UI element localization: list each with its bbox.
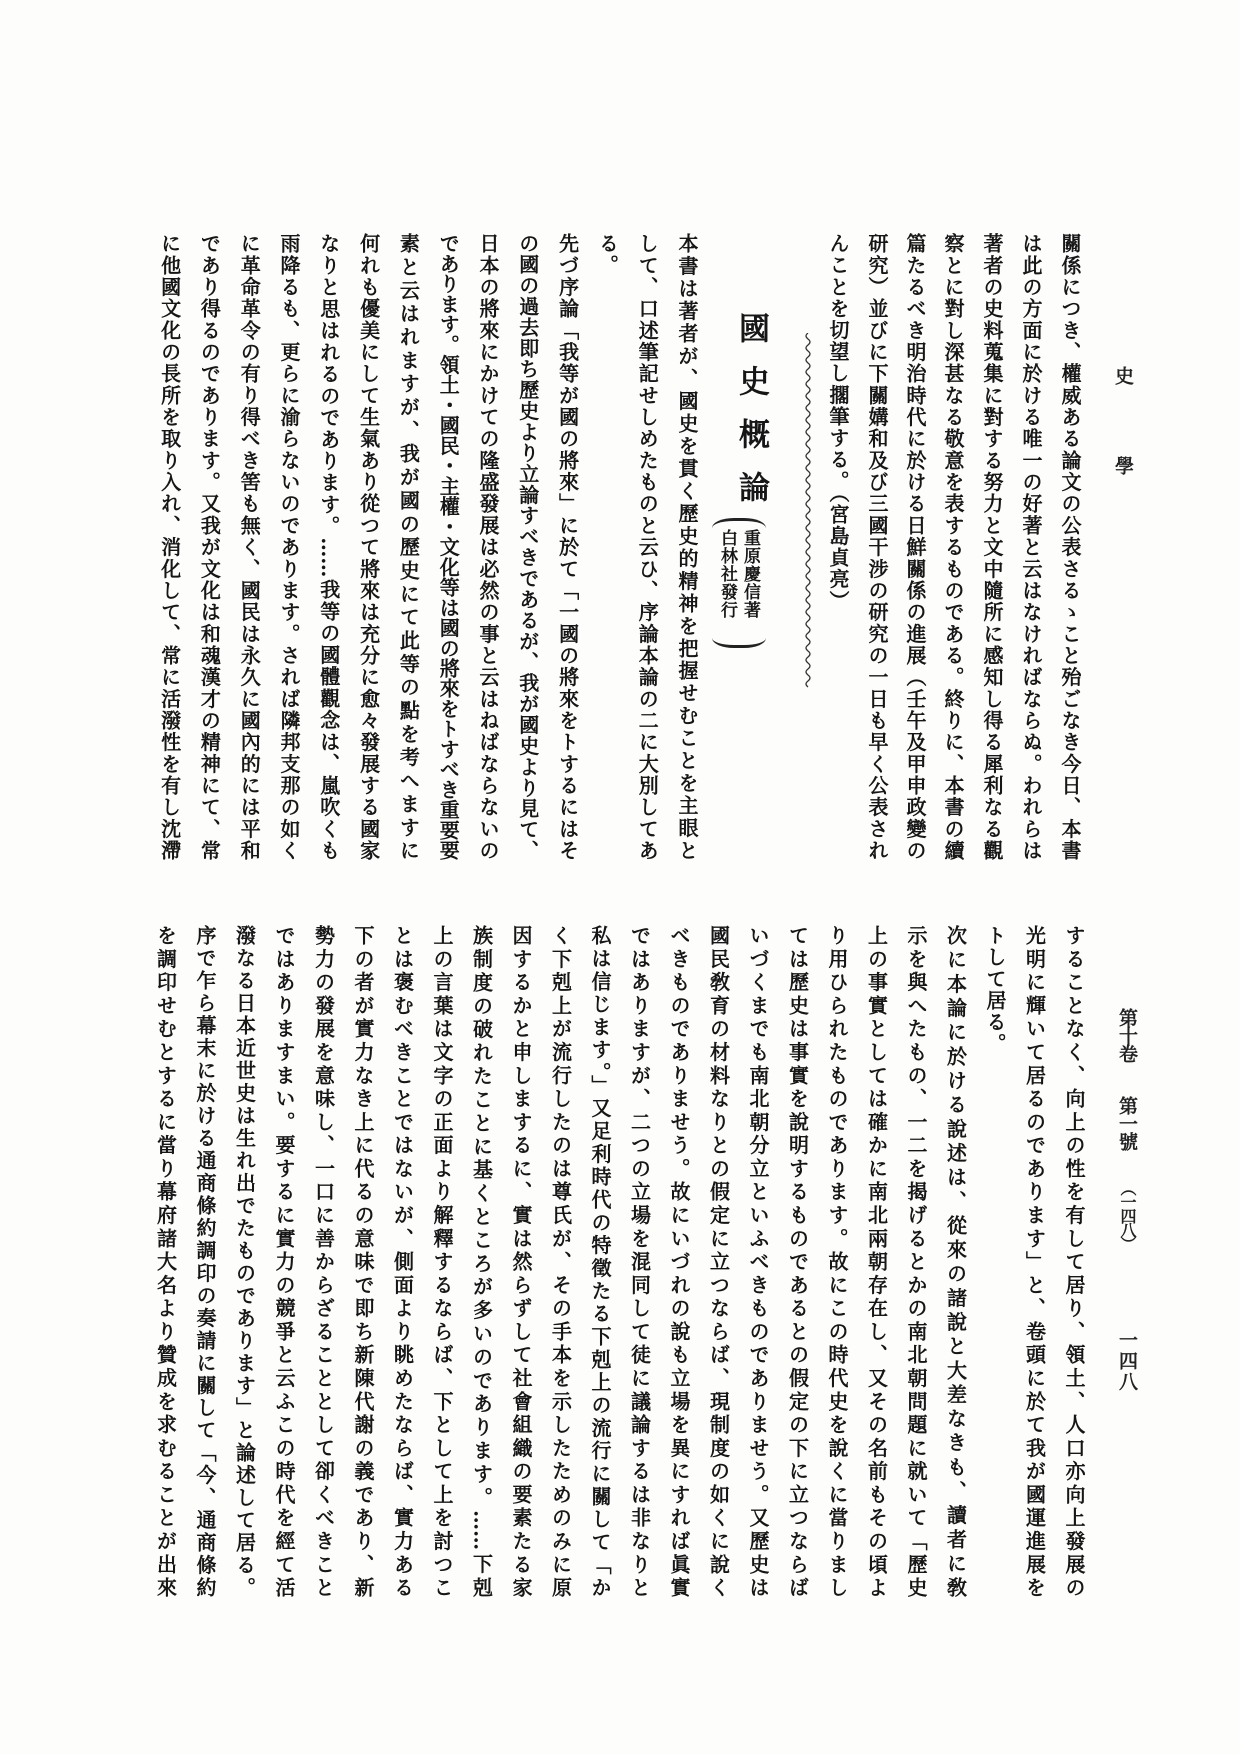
text-column: することなく、向上の性を有して居り、領土、人口亦向上發展の [1062,925,1086,1597]
running-header-page-paren: （一四八） [1118,1180,1137,1250]
text-column: る。 [595,233,620,277]
text-column: 關係につき、權威ある論文の公表さるゝこと殆ごなき今日、本書 [1058,233,1082,860]
running-header-journal-left: 史 [1112,366,1134,385]
text-column: 先づ序論「我等が國の將來」に於て「一國の將來をトするにはそ [555,233,580,860]
text-column: とは褒むべきことではないが、側面より眺めたならば、實力ある [390,925,415,1597]
text-column: は此の方面に於ける唯一の好著と云はなければならぬ。われらは [1019,233,1043,860]
text-column: を調印せむとするに當り幕府諸大名より贊成を求むることが出來 [153,925,178,1597]
text-column: 本書は著者が、國史を貫く歷史的精神を把握せむことを主眼と [675,233,699,860]
running-header-volume: 第十卷 [1116,1008,1138,1062]
text-column: 示を與へたもの、一二を揭げるとかの南北朝問題に就いて「歷史 [904,925,928,1597]
text-column: 素と云はれますが、我が國の歷史にて此等の點を考へますに [396,233,421,860]
text-column: べきものでありませう。故にいづれの說も立場を異にすれば眞實 [667,925,691,1597]
text-column: であり得るのであります。又我が文化は和魂漢才の精神にて、常 [197,233,222,860]
text-column: なりと思はれるのであります。……我等の國體觀念は、嵐吹くも [316,233,341,860]
page-number: 一四八 [1116,1330,1138,1393]
text-column: く下剋上が流行したのは尊氏が、その手本を示したためのみに原 [548,925,573,1597]
text-column: 日本の將來にかけての隆盛發展は必然の事と云はねばならないの [476,233,500,860]
text-column: 因するかと申しまするに、實は然らずして社會組織の要素たる家 [509,925,533,1597]
text-column: 何れも優美にして生氣あり從つて將來は充分に愈々發展する國家 [356,233,381,860]
text-column: 國民敎育の材料なりとの假定に立つならば、現制度の如くに說く [706,925,731,1597]
text-column: 序で乍ら幕末に於ける通商條約調印の奏請に關して「今、通商條約 [193,925,217,1597]
review-bibliographic-note [712,518,766,648]
text-column: に革命革令の有り得べき筈も無く、國民は永久に國內的には平和 [237,233,262,860]
text-column: 潑なる日本近世史は生れ出でたものであります」と論述して居る。 [232,925,257,1597]
text-column: 上の事實としては確かに南北兩朝存在し、又その名前もその頃よ [864,925,889,1597]
text-column: 次に本論に於ける說述は、從來の諸說と大差なきも、讀者に敎 [943,925,968,1597]
text-column: ではありますが、二つの立場を混同して徒に議論するは非なりと [627,925,652,1597]
text-column: ではありますまい。要するに實力の競爭と云ふこの時代を經て活 [272,925,296,1597]
text-column: 著者の史料蒐集に對する努力と文中隨所に感知し得る犀利なる觀 [980,233,1004,860]
text-column: であります。領土・國民・主權・文化等は國の將來をトすべき重要要 [436,233,461,860]
text-column: 察とに對し深甚なる敬意を表するものである。終りに、本書の續 [941,233,965,860]
text-column: り用ひられたものであります。故にこの時代史を說くに當りまし [825,925,849,1597]
review-title: 國史概論 [733,312,769,524]
text-column: 雨降るも、更らに渝らないのであります。されば隣邦支那の如く [277,233,301,860]
text-column: 研究）並びに下關媾和及び三國干涉の研究の一日も早く公表され [865,233,889,860]
review-author: 重原慶信著 [740,529,760,619]
text-column: 下の者が實力なき上に代るの意味で即ち新陳代謝の義であり、新 [351,925,375,1597]
text-column: いづくまでも南北朝分立といふべきものでありませう。又歷史は [746,925,770,1597]
text-column: の國の過去即ち歷史より立論すべきであるが、我が國史より見て、 [515,233,540,860]
text-column: 勢力の發展を意味し、一口に善からざることとして卻くべきこと [311,925,336,1597]
text-column: 族制度の破れたことに基くところが多いのであります。……下剋 [469,925,494,1597]
text-column: トして居る。 [983,925,1007,1055]
text-column: 上の言葉は文字の正面より解釋するならば、下として上を討つこ [430,925,454,1597]
text-column: ては歷史は事實を說明するものであるとの假定の下に立つならば [785,925,810,1597]
running-header-journal-right: 學 [1112,456,1134,475]
wavy-separator-line [800,333,816,689]
text-column: んことを切望し擱筆する。（宮島貞亮） [826,233,850,612]
text-column: 光明に輝いて居るのであります」と、卷頭に於て我が國運進展を [1022,925,1047,1597]
text-column: 篇たるべき明治時代に於ける日鮮關係の進展（壬午及甲申政變の [903,233,927,860]
review-publisher: 白林社發行 [717,529,737,619]
text-column: 私は信じます。」又足利時代の特徵たる下剋上の流行に關して「か [588,925,612,1597]
text-column: に他國文化の長所を取り入れ、消化して、常に活潑性を有し沈滯 [157,233,182,861]
text-column: して、口述筆記せしめたものと云ひ、序論本論の二に大別してあ [635,233,660,860]
running-header-issue: 第一號 [1116,1096,1138,1150]
